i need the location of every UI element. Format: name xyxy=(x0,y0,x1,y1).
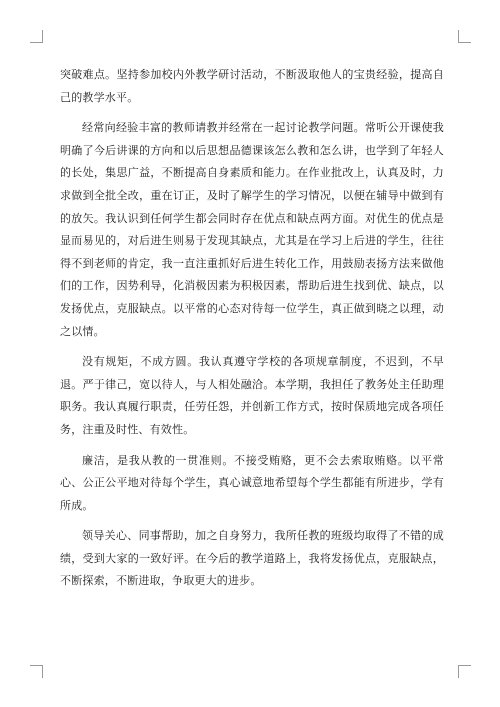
paragraph: 廉洁，是我从教的一贯准则。不接受贿赂，更不会去索取贿赂。以平常心、公正公平地对待每个学生，真心诚意地希望每个学生都能有所进步，学有所成。 xyxy=(60,453,444,512)
crop-mark-bottom-right xyxy=(458,665,471,678)
crop-mark-bottom-left xyxy=(30,665,43,678)
paragraph: 领导关心、同事帮助，加之自身努力，我所任教的班级均取得了不错的成绩，受到大家的一致好评。在今后的教学道路上，我将发扬优点，克服缺点，不断探索，不断进取，争取更大的进步。 xyxy=(60,529,444,588)
crop-mark-top-left xyxy=(30,30,43,43)
paragraph: 没有规矩，不成方圆。我认真遵守学校的各项规章制度，不迟到，不早退。严于律己，宽以待人，与人相处融洽。本学期，我担任了教务处主任助理职务。我认真履行职责，任劳任怨，并创新工作方式，按时保质地完成各项任务，注重及时性、有效性。 xyxy=(60,355,444,436)
crop-mark-top-right xyxy=(458,30,471,43)
paragraph: 突破难点。坚持参加校内外教学研讨活动，不断汲取他人的宝贵经验，提高自己的教学水平。 xyxy=(60,68,444,104)
document-body xyxy=(60,64,444,601)
paragraph: 经常向经验丰富的教师请教并经常在一起讨论教学问题。常听公开课使我明确了今后讲课的方向和以后思想品德课该怎么教和怎么讲，也学到了年轻人的长处，集思广益，不断提高自身素质和能力。在作业批改上，认真及时，力求做到全批全改，重在订正，及时了解学生的学习情况，以便在辅导中做到有的放矢。我认识到任何学生都会同时存在优点和缺点两方面。对优生的优点是显而易见的，对后进生则易于发现其缺点，尤其是在学习上后进的学生，往往得不到老师的肯定，我一直注重抓好后进生转化工作，用鼓励表扬方法来做他们的工作，因势利导，化消极因素为积极因素，帮助后进生找到优、缺点，以发扬优点，克服缺点。以平常的心态对待每一位学生，真正做到晓之以理，动之以情。 xyxy=(60,121,444,338)
